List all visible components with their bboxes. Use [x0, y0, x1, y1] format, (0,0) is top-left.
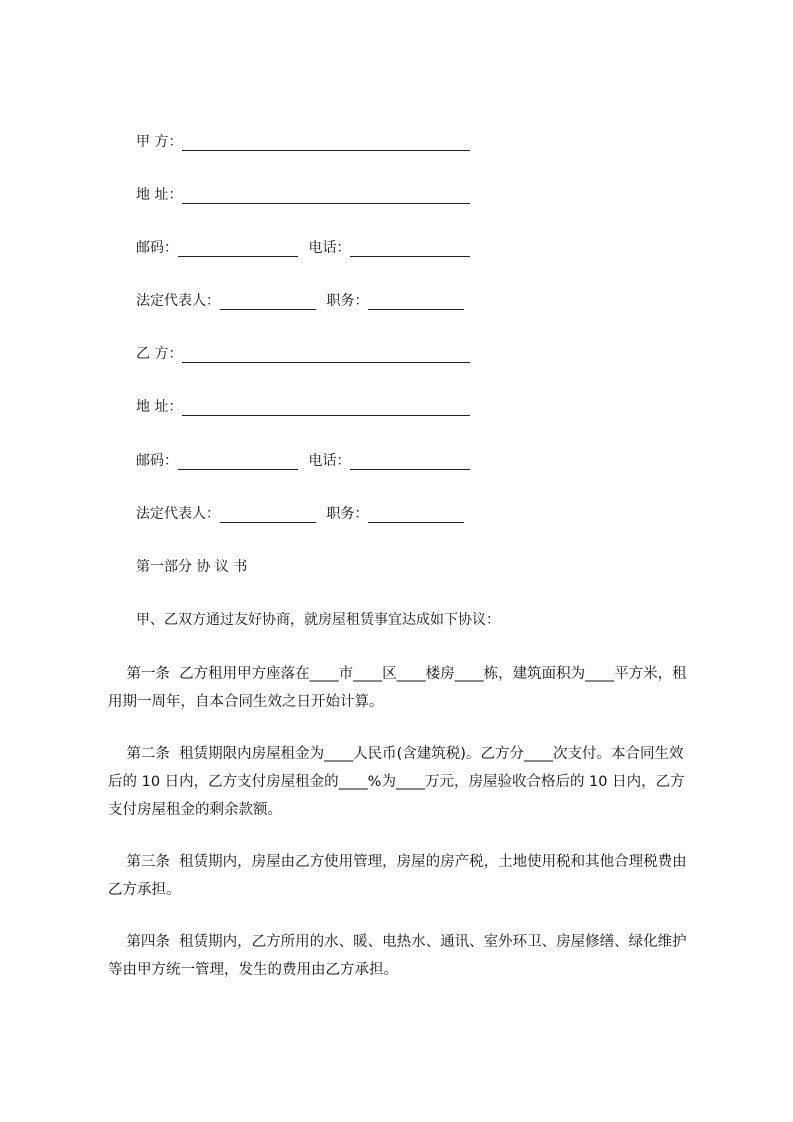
party-b-rep-label: 法定代表人：: [136, 506, 220, 522]
party-a-address-line: [136, 183, 470, 207]
party-b-title-label: 职务：: [326, 506, 369, 522]
party-b-label: 乙 方：: [136, 346, 183, 362]
party-a-blank[interactable]: [182, 134, 470, 151]
party-b-address-label: 地 址：: [136, 399, 183, 415]
party-a-label: 甲 方：: [136, 134, 183, 150]
party-a-contact-line: [136, 236, 470, 260]
party-b-rep-line: [136, 502, 464, 526]
party-b-title-blank[interactable]: [368, 506, 464, 523]
party-a-title-blank[interactable]: [368, 293, 464, 310]
party-b-blank[interactable]: [182, 346, 470, 363]
article-3: 第三条 租赁期内，房屋由乙方使用管理，房屋的房产税，土地使用税和其他合理税费由乙方承担。: [108, 854, 687, 898]
party-b-phone-label: 电话：: [308, 453, 351, 469]
party-a-postcode-blank[interactable]: [178, 240, 298, 257]
article-2: 第二条 租赁期限内房屋租金为____人民币(含建筑税)。乙方分____次支付。本合同生效后的 10 日内，乙方支付房屋租金的____%为____万元，房屋验收合格后的 10 日内，乙方支付房屋租金的剩余款额。: [108, 746, 685, 818]
article-4: 第四条 租赁期内，乙方所用的水、暖、电热水、通讯、室外环卫、房屋修缮、绿化维护等由甲方统一管理，发生的费用由乙方承担。: [108, 934, 687, 978]
party-b-postcode-label: 邮码：: [136, 453, 178, 469]
article-1: 第一条 乙方租用甲方座落在____市____区____楼房____栋，建筑面积为____平方米，租用期一周年，自本合同生效之日开始计算。: [108, 666, 687, 710]
party-a-address-label: 地 址：: [136, 187, 183, 203]
party-a-phone-label: 电话：: [308, 240, 351, 256]
party-b-address-blank[interactable]: [182, 399, 470, 416]
party-b-postcode-blank[interactable]: [178, 453, 298, 470]
section-title: 第一部分 协 议 书: [136, 559, 248, 575]
party-a-rep-blank[interactable]: [220, 293, 316, 310]
party-a-rep-label: 法定代表人：: [136, 293, 220, 309]
party-a-phone-blank[interactable]: [350, 240, 470, 257]
party-b-contact-line: [136, 449, 470, 473]
party-a-address-blank[interactable]: [182, 187, 470, 204]
party-a-rep-line: [136, 289, 464, 313]
party-b-line: [136, 342, 470, 366]
party-b-rep-blank[interactable]: [220, 506, 316, 523]
party-b-phone-blank[interactable]: [350, 453, 470, 470]
party-a-line: [136, 130, 470, 154]
intro-text: 甲、乙双方通过友好协商，就房屋租赁事宜达成如下协议：: [136, 612, 500, 628]
party-a-postcode-label: 邮码：: [136, 240, 178, 256]
party-b-address-line: [136, 395, 470, 419]
party-a-title-label: 职务：: [326, 293, 369, 309]
